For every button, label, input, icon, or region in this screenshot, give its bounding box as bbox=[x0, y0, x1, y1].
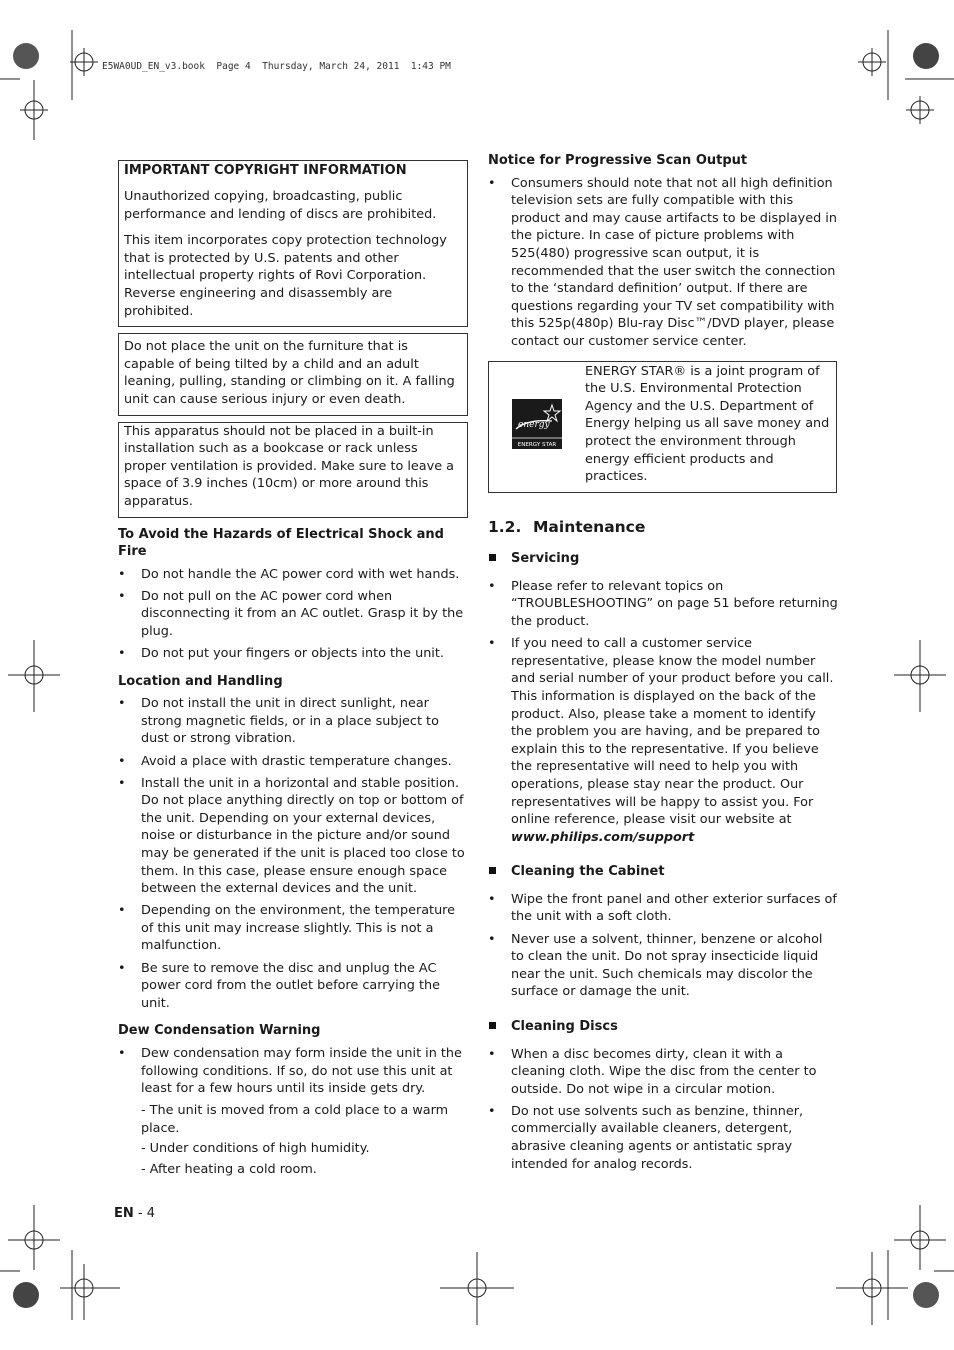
energy-star-box bbox=[488, 361, 837, 493]
dew-condition: - The unit is moved from a cold place to a warm place. bbox=[141, 1103, 449, 1136]
builtin-warning-text: This apparatus should not be placed in a built-in installation such as a bookcase or rack unless proper ventilation is provided. Make sure to leave a space of 3.9 inches (10cm) or more around this apparatus. bbox=[124, 423, 454, 509]
section-title: Maintenance bbox=[533, 517, 646, 536]
list-item: • Never use a solvent, thinner, benzene or alcohol to clean the unit. Do not spray insecticide liquid near the unit. Such chemicals may discolor the surface or damage the unit. bbox=[488, 931, 838, 1001]
shock-heading: To Avoid the Hazards of Electrical Shock and Fire bbox=[118, 526, 444, 560]
section-number: 1.2. bbox=[488, 517, 522, 536]
list-item: • Avoid a place with drastic temperature changes. bbox=[118, 753, 468, 771]
dew-conditions bbox=[118, 1102, 468, 1178]
list-item: • Do not put your fingers or objects into the unit. bbox=[118, 645, 468, 663]
energy-star-logo bbox=[489, 363, 585, 486]
list-item: • Wipe the front panel and other exterior surfaces of the unit with a soft cloth. bbox=[488, 891, 838, 926]
location-heading: Location and Handling bbox=[118, 673, 283, 689]
page-footer bbox=[114, 1206, 155, 1221]
builtin-warning-box bbox=[118, 422, 468, 518]
energy-star-text: ENERGY STAR® is a joint program of the U.S. Environmental Protection Agency and the U.S. Department of Energy helping us all save money and protect the environment through energy efficient products and practices. bbox=[585, 363, 830, 485]
dew-condition: - Under conditions of high humidity. bbox=[141, 1141, 370, 1157]
progressive-list bbox=[488, 175, 838, 351]
copyright-paragraph-2: This item incorporates copy protection technology that is protected by U.S. patents and other intellectual property rights of Rovi Corporation. Reverse engineering and disassembly are prohibited. bbox=[124, 233, 447, 319]
energy-star-logo-icon bbox=[512, 399, 562, 449]
list-item: • When a disc becomes dirty, clean it with a cleaning cloth. Wipe the disc from the center to outside. Do not wipe in a circular motion. bbox=[488, 1046, 838, 1099]
discs-heading: Cleaning Discs bbox=[488, 1018, 838, 1036]
list-item: • Do not use solvents such as benzine, thinner, commercially available cleaners, detergent, abrasive cleaning agents or antistatic spray intended for analog records. bbox=[488, 1103, 838, 1173]
energy-script: energy bbox=[518, 420, 550, 431]
furniture-warning-text: Do not place the unit on the furniture that is capable of being tilted by a child and an adult leaning, pulling, standing or climbing on it. A falling unit can cause serious injury or even death. bbox=[124, 339, 455, 407]
discs-list bbox=[488, 1046, 838, 1174]
cabinet-list bbox=[488, 891, 838, 1001]
right-column bbox=[488, 152, 838, 1178]
list-item bbox=[488, 635, 838, 846]
cabinet-heading: Cleaning the Cabinet bbox=[488, 863, 838, 881]
copyright-title: IMPORTANT COPYRIGHT INFORMATION bbox=[124, 163, 407, 178]
energy-star-label: ENERGY STAR bbox=[517, 442, 557, 449]
servicing-list bbox=[488, 578, 838, 846]
list-item: • Do not install the unit in direct sunlight, near strong magnetic fields, or in a place subject to dust or strong vibration. bbox=[118, 695, 468, 748]
dew-list bbox=[118, 1045, 468, 1098]
dew-heading: Dew Condensation Warning bbox=[118, 1023, 321, 1039]
list-item: • Please refer to relevant topics on “TROUBLESHOOTING” on page 51 before returning the product. bbox=[488, 578, 838, 631]
support-link[interactable]: www.philips.com/support bbox=[511, 829, 695, 845]
footer-separator: - bbox=[133, 1206, 147, 1221]
shock-list bbox=[118, 566, 468, 663]
servicing-text: If you need to call a customer service representative, please know the model number and serial number of your product before you call. This information is displayed on the back of the product. Also, please take a moment to identify the problem you are having, and be prepared to explain this to the representative. If you believe the representative will need to help you with operations, please stay near the product. Our representatives will be happy to assist you. For online reference, please visit our website at bbox=[511, 636, 834, 828]
dew-condition: - After heating a cold room. bbox=[141, 1162, 317, 1177]
copyright-box bbox=[118, 160, 468, 327]
servicing-heading: Servicing bbox=[488, 550, 838, 568]
list-item: • Do not handle the AC power cord with wet hands. bbox=[118, 566, 468, 584]
list-item: • Dew condensation may form inside the unit in the following conditions. If so, do not use this unit at least for a few hours until its inside gets dry. bbox=[118, 1045, 468, 1098]
list-item: • Be sure to remove the disc and unplug the AC power cord from the outlet before carrying the unit. bbox=[118, 960, 468, 1013]
list-item: • Consumers should note that not all high definition television sets are fully compatible with this product and may cause artifacts to be displayed in the picture. In case of picture problems with 525(480) progressive scan output, it is recommended that the user switch the connection to the ‘standard definition’ output. If there are questions regarding your TV set compatibility with this 525p(480p) Blu-ray Disc™/DVD player, please contact our customer service center. bbox=[488, 175, 838, 351]
list-item: • Do not pull on the AC power cord when disconnecting it from an AC outlet. Grasp it by the plug. bbox=[118, 588, 468, 641]
footer-lang: EN bbox=[114, 1206, 134, 1221]
print-header: E5WA0UD_EN_v3.book Page 4 Thursday, March 24, 2011 1:43 PM bbox=[102, 61, 451, 72]
furniture-warning-box bbox=[118, 333, 468, 415]
location-list bbox=[118, 695, 468, 1012]
list-item: • Install the unit in a horizontal and stable position. Do not place anything directly on top or bottom of the unit. Depending on your external devices, noise or disturbance in the picture and/or sound may be generated if the unit is placed too close to them. In this case, please ensure enough space between the external devices and the unit. bbox=[118, 775, 468, 898]
progressive-heading: Notice for Progressive Scan Output bbox=[488, 153, 748, 168]
page-number: 4 bbox=[146, 1206, 156, 1221]
copyright-paragraph-1: Unauthorized copying, broadcasting, public performance and lending of discs are prohibited. bbox=[124, 189, 437, 222]
maintenance-heading bbox=[488, 519, 838, 537]
left-column bbox=[118, 160, 468, 1182]
list-item: • Depending on the environment, the temperature of this unit may increase slightly. This is not a malfunction. bbox=[118, 902, 468, 955]
